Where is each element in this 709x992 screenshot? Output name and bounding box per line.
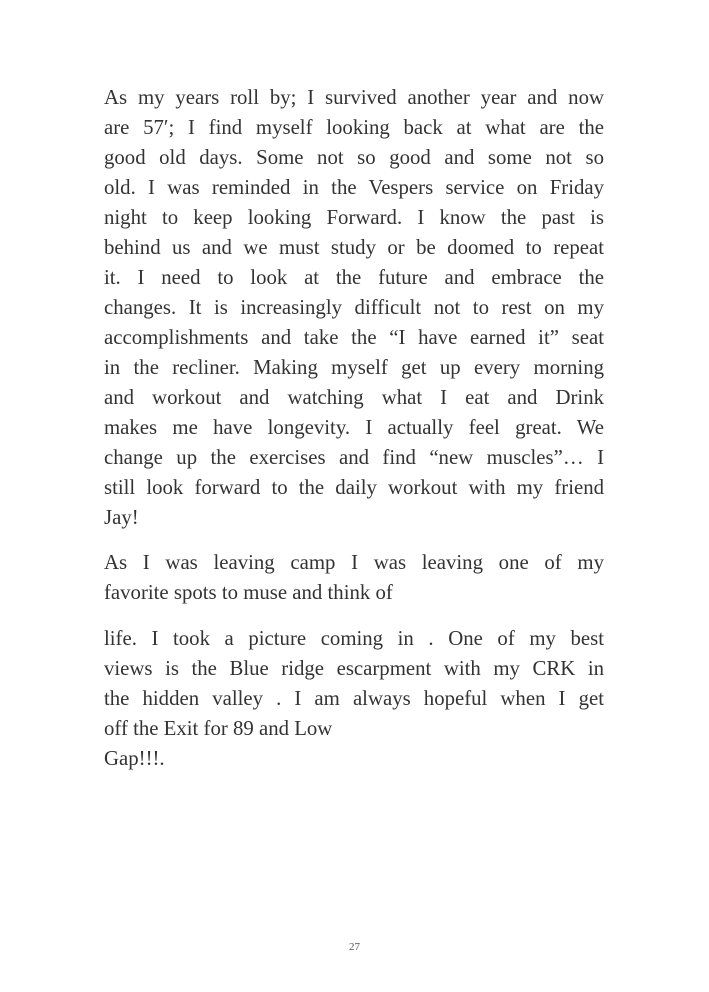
text-line: Jay! [104,506,139,529]
text-line: and workout and watching what I eat and Drink [104,386,604,409]
paragraph-2 [104,548,604,608]
paragraph-3 [104,624,604,774]
text-line: As I was leaving camp I was leaving one of my [104,551,604,574]
text-line: night to keep looking Forward. I know the past is [104,206,604,229]
text-line: still look forward to the daily workout with my friend [104,476,604,499]
text-line: change up the exercises and find “new muscles”… I [104,446,604,469]
text-line: makes me have longevity. I actually feel great. We [104,416,604,439]
page-number: 27 [349,941,360,953]
text-line: off the Exit for 89 and Low [104,717,333,740]
text-line: it. I need to look at the future and embrace the [104,266,604,289]
text-line: good old days. Some not so good and some not so [104,146,604,169]
text-line: life. I took a picture coming in . One of my best [104,627,604,650]
text-line: views is the Blue ridge escarpment with my CRK in [104,657,604,680]
text-line: Gap!!!. [104,747,165,770]
text-line: behind us and we must study or be doomed to repeat [104,236,604,259]
text-line: in the recliner. Making myself get up every morning [104,356,604,379]
text-line: As my years roll by; I survived another year and now [104,86,604,109]
text-line: the hidden valley . I am always hopeful when I get [104,687,604,710]
paragraph-1 [104,83,604,533]
text-line: are 57′; I find myself looking back at what are the [104,116,604,139]
text-line: favorite spots to muse and think of [104,581,393,604]
text-line: old. I was reminded in the Vespers service on Friday [104,176,604,199]
text-line: accomplishments and take the “I have earned it” seat [104,326,604,349]
text-line: changes. It is increasingly difficult not to rest on my [104,296,604,319]
